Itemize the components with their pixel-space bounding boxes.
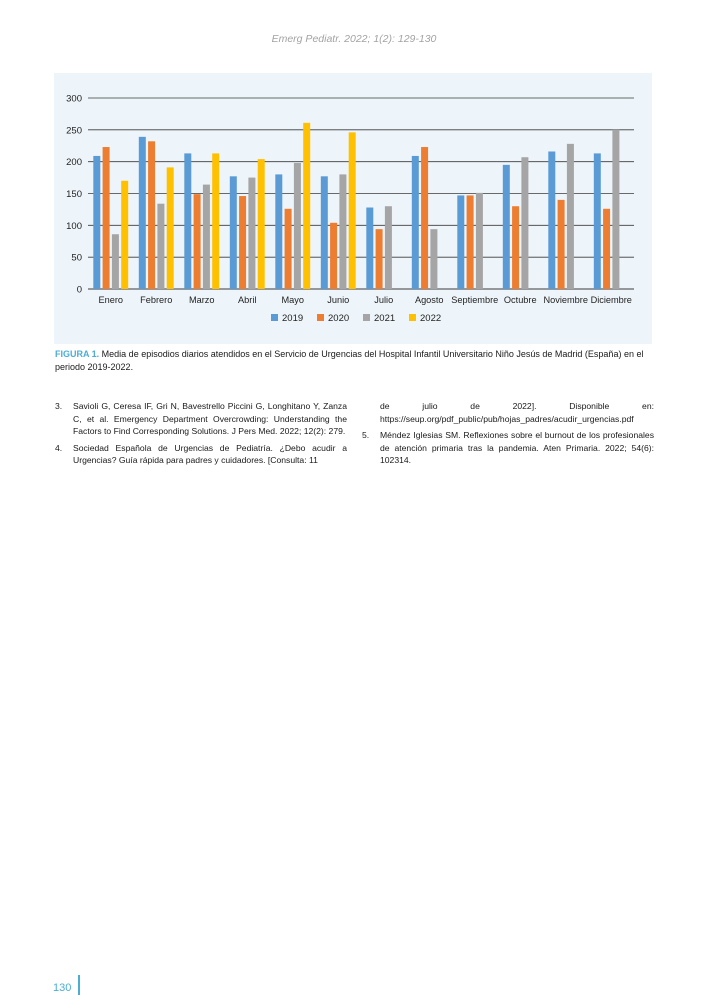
figure-label: FIGURA 1. — [55, 349, 100, 359]
bar-2019-mayo — [275, 174, 282, 289]
bar-2020-enero — [103, 147, 110, 289]
legend-label: 2021 — [374, 313, 396, 324]
bar-2022-abril — [258, 159, 265, 289]
bar-2020-marzo — [194, 194, 201, 289]
page-number-divider — [78, 975, 80, 995]
y-tick-label: 100 — [66, 220, 82, 232]
x-tick-label: Julio — [374, 295, 394, 305]
bar-2020-octubre — [512, 206, 519, 289]
bar-2020-abril — [239, 196, 246, 289]
bar-2020-julio — [376, 229, 383, 289]
bar-2021-mayo — [294, 163, 301, 289]
bar-2021-octubre — [521, 157, 528, 289]
reference-number: 5. — [362, 430, 370, 440]
x-tick-label: Octubre — [503, 295, 537, 305]
references-left-column — [55, 400, 347, 471]
bar-2020-junio — [330, 223, 337, 289]
bar-2019-septiembre — [457, 195, 464, 289]
bar-2021-junio — [339, 174, 346, 289]
bar-2019-febrero — [139, 137, 146, 289]
references-right-column — [362, 400, 654, 471]
legend-label: 2020 — [328, 313, 350, 324]
x-tick-label: Noviembre — [543, 295, 588, 305]
x-tick-label: Abril — [238, 295, 257, 305]
bar-2021-diciembre — [612, 130, 619, 289]
legend-label: 2022 — [420, 313, 442, 324]
bar-2019-enero — [93, 156, 100, 289]
y-tick-label: 250 — [66, 125, 82, 137]
bar-2021-julio — [385, 206, 392, 289]
bar-2022-mayo — [303, 123, 310, 289]
bar-2019-noviembre — [548, 151, 555, 289]
bar-2020-febrero — [148, 141, 155, 289]
bar-2020-agosto — [421, 147, 428, 289]
legend-swatch — [409, 314, 416, 321]
legend-label: 2019 — [282, 313, 304, 324]
reference-text: Savioli G, Ceresa IF, Gri N, Bavestrello Piccini G, Longhitano Y, Zanza C, et al. Emergency Department Overcrowding: Understanding the Factors to Find Corresponding Solutions. J Pers Med. 2022; 12(2): 279. — [73, 401, 347, 436]
bar-2020-noviembre — [558, 200, 565, 289]
x-tick-label: Diciembre — [590, 295, 632, 305]
bar-2021-enero — [112, 234, 119, 289]
legend-swatch — [363, 314, 370, 321]
reference-number: 4. — [55, 442, 63, 453]
bar-2019-agosto — [412, 156, 419, 289]
bar-2022-febrero — [167, 167, 174, 289]
bar-2022-junio — [349, 132, 356, 289]
reference-item — [55, 400, 347, 438]
running-head: Emerg Pediatr. 2022; 1(2): 129-130 — [271, 33, 437, 45]
bar-2020-mayo — [285, 209, 292, 289]
x-tick-label: Enero — [98, 295, 124, 305]
bar-2021-abril — [248, 178, 255, 289]
bar-2019-marzo — [184, 153, 191, 289]
bar-2021-febrero — [157, 204, 164, 289]
x-tick-label: Febrero — [140, 295, 173, 305]
bar-2022-enero — [121, 181, 128, 289]
legend-swatch — [317, 314, 324, 321]
y-tick-label: 200 — [66, 157, 82, 169]
bar-2020-septiembre — [467, 195, 474, 289]
figure-caption-text: Media de episodios diarios atendidos en el Servicio de Urgencias del Hospital Infantil Universitario Niño Jesús de Madrid (España) en el periodo 2019-2022. — [55, 349, 644, 372]
x-tick-label: Septiembre — [451, 295, 499, 305]
bar-2019-junio — [321, 176, 328, 289]
x-tick-label: Mayo — [281, 295, 304, 305]
reference-text: Sociedad Española de Urgencias de Pediatría. ¿Debo acudir a Urgencias? Guía rápida para padres y cuidadores. [Consulta: 11 — [73, 442, 347, 465]
x-tick-label: Marzo — [188, 295, 215, 305]
bar-2019-diciembre — [594, 153, 601, 289]
bar-2019-octubre — [503, 165, 510, 289]
figure-chart-panel — [54, 73, 652, 344]
bar-2020-diciembre — [603, 209, 610, 289]
page-number: 130 — [53, 982, 72, 994]
bar-2019-julio — [366, 208, 373, 289]
reference-item — [55, 442, 347, 467]
x-tick-label: Junio — [327, 295, 350, 305]
reference-text: de julio de 2022]. Disponible en: https://seup.org/pdf_public/pub/hojas_padres/acudir_urgencias.pdf — [380, 401, 654, 424]
x-tick-label: Agosto — [414, 295, 444, 305]
bar-2022-marzo — [212, 153, 219, 289]
reference-number: 3. — [55, 401, 63, 411]
bar-2021-marzo — [203, 185, 210, 289]
y-tick-label: 300 — [66, 93, 82, 105]
bar-2019-abril — [230, 176, 237, 289]
bar-2021-noviembre — [567, 144, 574, 289]
reference-text: Méndez Iglesias SM. Reflexiones sobre el burnout de los profesionales de atención primaria tras la pandemia. Aten Primaria. 2022; 54(6): 102314. — [380, 430, 654, 465]
bar-chart — [54, 73, 652, 344]
bar-2021-septiembre — [476, 193, 483, 289]
y-tick-label: 50 — [71, 252, 82, 264]
figure-caption — [55, 348, 655, 373]
reference-continuation — [362, 400, 654, 425]
reference-item — [362, 429, 654, 467]
legend-swatch — [271, 314, 278, 321]
bar-2021-agosto — [430, 229, 437, 289]
y-tick-label: 0 — [76, 284, 82, 296]
y-tick-label: 150 — [66, 189, 82, 200]
